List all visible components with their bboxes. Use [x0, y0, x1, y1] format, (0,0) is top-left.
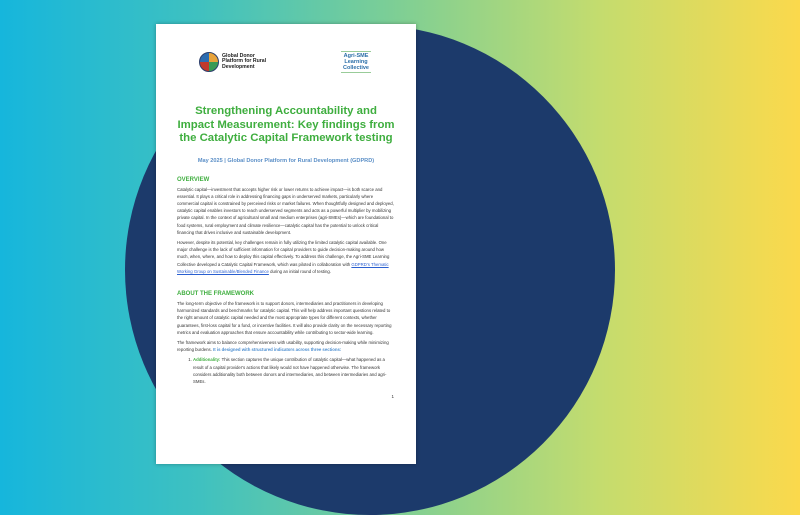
- document-page: [156, 24, 416, 464]
- list-text: This section captures the unique contribution of catalytic capital—what happened as a result of a capital provider's actions that likely would not have happened otherwise. The framework considers additionality both between donors and intermediaries, and between intermediaries and agri-SMEs.: [193, 357, 387, 384]
- overview-paragraph-1: Catalytic capital—investment that accepts higher risk or lower returns to achieve impact—is both scarce and essential. It plays a critical role in addressing financing gaps in underserved markets, particularly where commercial capital is constrained by perceived risks or market failures. When thoughtfully designed and deployed, catalytic capital enables investors to reach underserved segments and acts as a powerful multiplier by mobilizing private capital. In the context of agricultural small and medium enterprises (agri-SMEs)—which are foundational to food systems, rural employment and climate resilience—catalytic capital has the potential to unlock critical financing that drives inclusive and sustainable development.: [177, 186, 394, 235]
- document-subtitle: May 2025 | Global Donor Platform for Rural Development (GDPRD): [197, 157, 375, 164]
- list-item: [193, 356, 395, 385]
- document-title: Strengthening Accountability and Impact Measurement: Key findings from the Catalytic Capital Framework testing: [177, 105, 395, 144]
- gdprd-logo-text: Global Donor Platform for Rural Development: [222, 52, 267, 70]
- logo-bar: [177, 51, 395, 73]
- agri-sme-logo: Agri-SME Learning Collective: [341, 51, 371, 73]
- gdprd-logo-icon: [199, 52, 219, 72]
- text: during an initial round of testing.: [268, 268, 331, 274]
- overview-heading: OVERVIEW: [177, 176, 210, 183]
- highlight-text: It is designed with structured indicators across three sections:: [213, 347, 342, 353]
- framework-heading: ABOUT THE FRAMEWORK: [177, 290, 254, 297]
- thematic-working-group-link[interactable]: GDPRD's Thematic Working Group on Sustainable/Blended Finance: [177, 261, 389, 274]
- text: The framework aims to balance comprehensiveness with usability, supporting decision-making while minimizing reporting burdens.: [177, 339, 389, 353]
- text: However, despite its potential, key challenges remain in fully utilizing the limited catalytic capital available. One major challenge is the lack of sufficient information for capital providers to guide decision-making around how much, when, where, and how to deploy this capital effectively. To address this challenge, the Agri-SME Learning Collective developed a Catalytic Capital Framework, which was piloted in collaboration with: [177, 239, 390, 267]
- framework-paragraph-2: [177, 339, 395, 353]
- page-number: 1: [391, 394, 394, 399]
- framework-sections-list: [177, 356, 395, 385]
- gdprd-logo: [199, 52, 272, 72]
- overview-paragraph-2: [177, 239, 395, 275]
- framework-paragraph-1: The long-term objective of the framework is to support donors, intermediaries and practitioners in developing harmonized standards and benchmarks for catalytic capital. This will help address important questions related to the right amount of catalytic capital needed and the most appropriate types for different contexts, whether guarantees, first-loss capital for a fund, or incentive facilities. It will also provide clarity on the necessary reporting metrics and evaluation approaches that ensure accountability while contributing to sector-wide learning.: [177, 300, 392, 335]
- list-term: Additionality:: [193, 357, 221, 363]
